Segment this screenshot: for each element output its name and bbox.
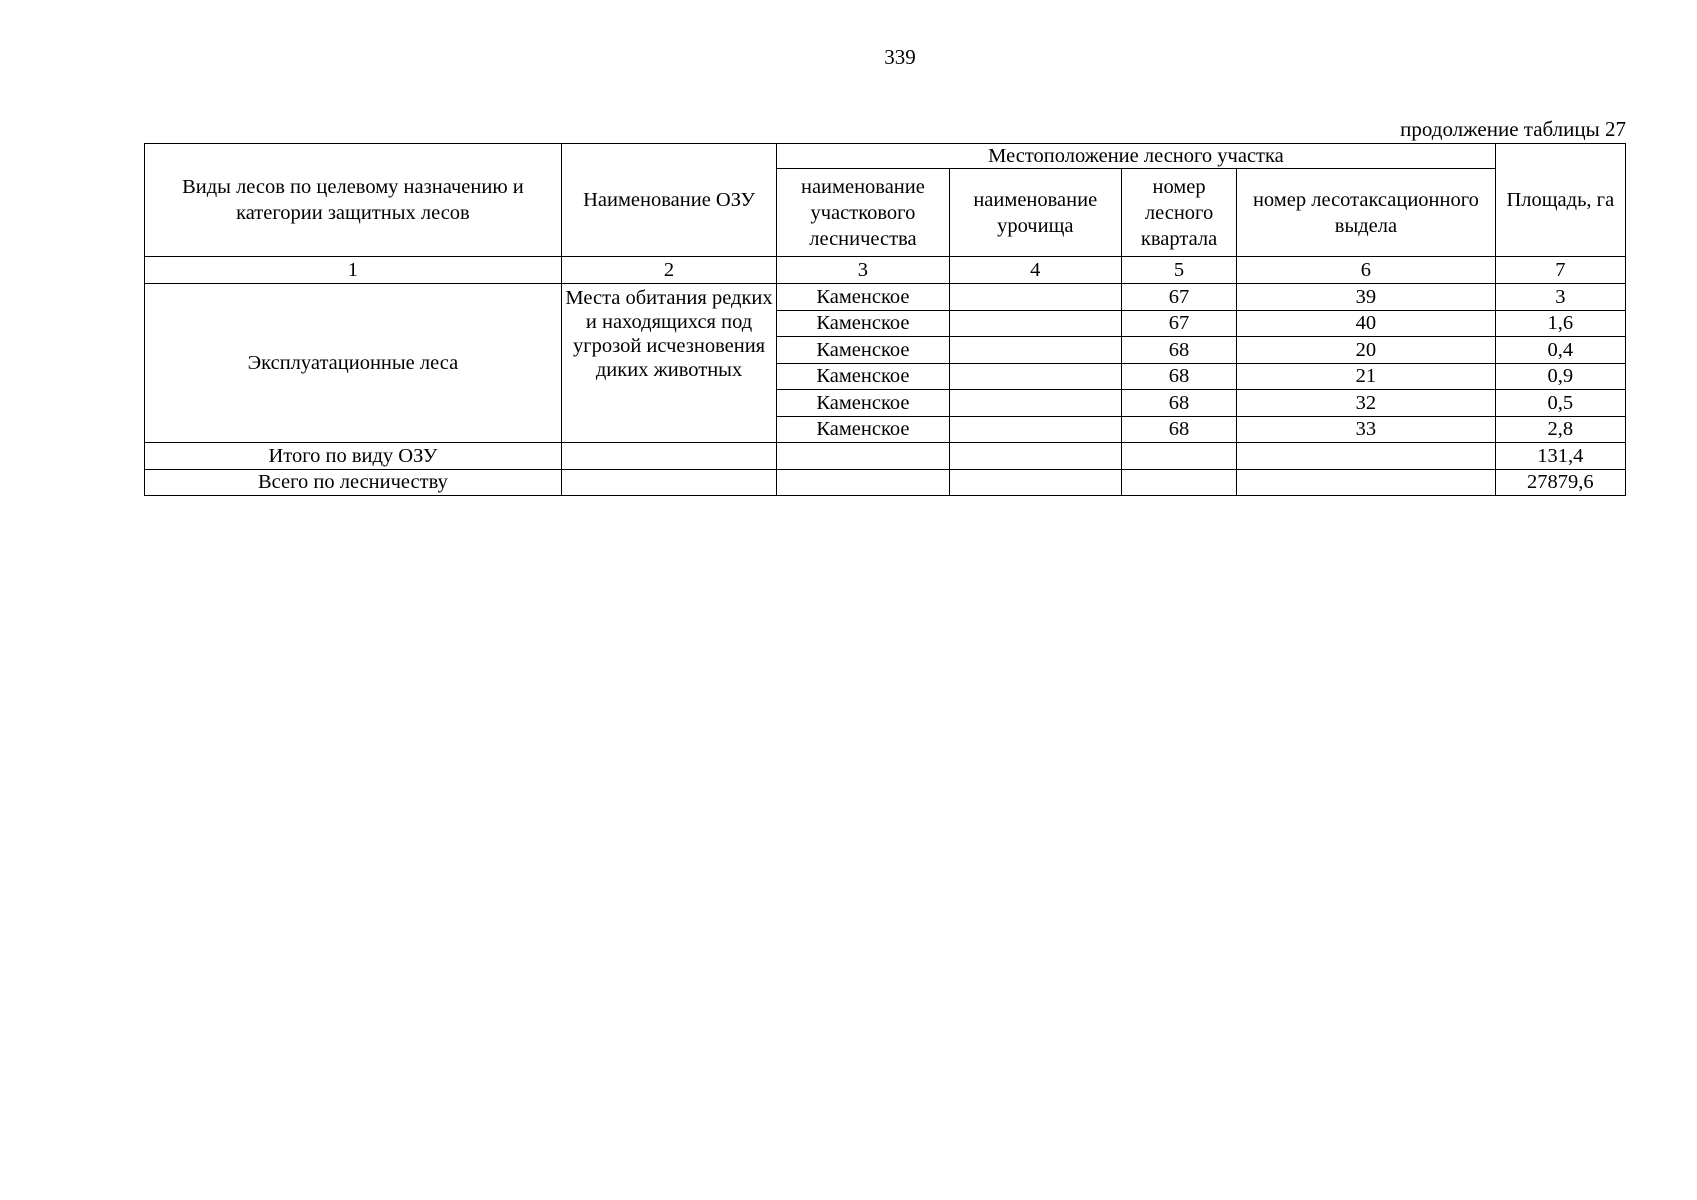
total-ozu-label: Итого по виду ОЗУ	[145, 443, 562, 470]
urochishche-cell	[949, 284, 1121, 311]
kvartal-cell: 68	[1121, 363, 1236, 390]
lesnichestvo-cell: Каменское	[777, 363, 949, 390]
header-kvartal: номер лесного квартала	[1121, 169, 1236, 257]
header-vydel: номер лесотаксационного выдела	[1237, 169, 1496, 257]
empty-cell	[777, 469, 949, 496]
page-number: 339	[884, 45, 916, 69]
empty-cell	[1121, 469, 1236, 496]
urochishche-cell	[949, 337, 1121, 364]
vydel-cell: 39	[1237, 284, 1496, 311]
vydel-cell: 40	[1237, 310, 1496, 337]
urochishche-cell	[949, 390, 1121, 417]
vydel-cell: 32	[1237, 390, 1496, 417]
urochishche-cell	[949, 416, 1121, 443]
area-cell: 2,8	[1495, 416, 1625, 443]
empty-cell	[1237, 443, 1496, 470]
kvartal-cell: 68	[1121, 416, 1236, 443]
header-forest-type: Виды лесов по целевому назначению и категории защитных лесов	[145, 144, 562, 257]
empty-cell	[561, 443, 776, 470]
header-area: Площадь, га	[1495, 144, 1625, 257]
area-cell: 0,5	[1495, 390, 1625, 417]
empty-cell	[949, 443, 1121, 470]
column-number-row	[145, 257, 1626, 284]
area-cell: 0,9	[1495, 363, 1625, 390]
lesnichestvo-cell: Каменское	[777, 390, 949, 417]
lesnichestvo-cell: Каменское	[777, 284, 949, 311]
total-ozu-area: 131,4	[1495, 443, 1625, 470]
lesnichestvo-cell: Каменское	[777, 337, 949, 364]
column-number: 4	[949, 257, 1121, 284]
total-ozu-row	[145, 443, 1626, 470]
kvartal-cell: 68	[1121, 390, 1236, 417]
area-cell: 0,4	[1495, 337, 1625, 364]
header-urochishche: наименование урочища	[949, 169, 1121, 257]
total-lesnichestvo-label: Всего по лесничеству	[145, 469, 562, 496]
empty-cell	[561, 469, 776, 496]
kvartal-cell: 67	[1121, 310, 1236, 337]
vydel-cell: 33	[1237, 416, 1496, 443]
column-number: 7	[1495, 257, 1625, 284]
forest-table	[144, 143, 1626, 496]
column-number: 2	[561, 257, 776, 284]
lesnichestvo-cell: Каменское	[777, 416, 949, 443]
total-lesnichestvo-row	[145, 469, 1626, 496]
urochishche-cell	[949, 310, 1121, 337]
kvartal-cell: 67	[1121, 284, 1236, 311]
vydel-cell: 20	[1237, 337, 1496, 364]
table-caption: продолжение таблицы 27	[1400, 117, 1626, 141]
kvartal-cell: 68	[1121, 337, 1236, 364]
table-row	[145, 284, 1626, 311]
vydel-cell: 21	[1237, 363, 1496, 390]
lesnichestvo-cell: Каменское	[777, 310, 949, 337]
column-number: 6	[1237, 257, 1496, 284]
header-lesnichestvo: наименование участкового лесничества	[777, 169, 949, 257]
header-ozu-name: Наименование ОЗУ	[561, 144, 776, 257]
column-number: 5	[1121, 257, 1236, 284]
area-cell: 1,6	[1495, 310, 1625, 337]
column-number: 1	[145, 257, 562, 284]
forest-type-cell: Эксплуатационные леса	[145, 284, 562, 443]
urochishche-cell	[949, 363, 1121, 390]
column-number: 3	[777, 257, 949, 284]
empty-cell	[1121, 443, 1236, 470]
empty-cell	[949, 469, 1121, 496]
empty-cell	[1237, 469, 1496, 496]
area-cell: 3	[1495, 284, 1625, 311]
ozu-name-cell: Места обитания редких и находящихся под угрозой исчезновения диких животных	[561, 284, 776, 443]
header-location-group: Местоположение лесного участка	[777, 144, 1495, 169]
empty-cell	[777, 443, 949, 470]
total-lesnichestvo-area: 27879,6	[1495, 469, 1625, 496]
